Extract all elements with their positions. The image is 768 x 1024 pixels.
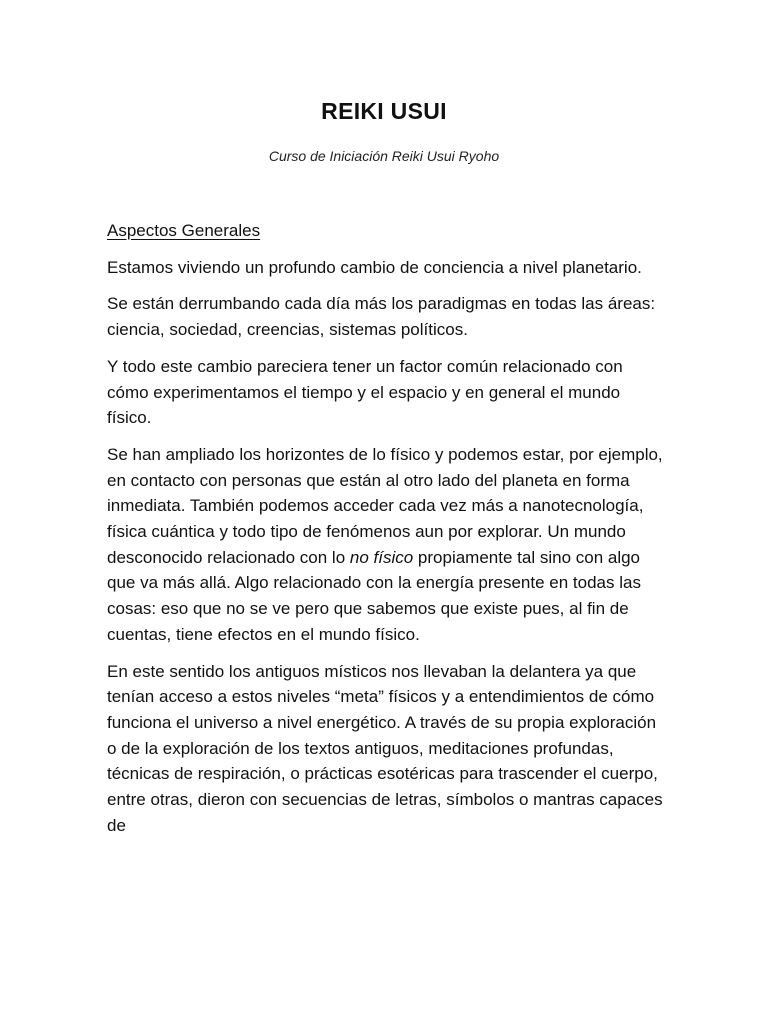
paragraph-5: En este sentido los antiguos místicos nos llevaban la delantera ya que tenían acceso a estos niveles “meta” físicos y a entendimientos de cómo funciona el universo a nivel energético. A través de su propia exploración o de la exploración de los textos antiguos, meditaciones profundas, técnicas de respiración, o prácticas esotéricas para trascender el cuerpo, entre otras, dieron con secuencias de letras, símbolos o mantras capaces de <box>107 661 663 835</box>
paragraph-4-text-start: Se han ampliado los horizontes de lo físico y podemos estar, por ejemplo, en contacto con personas que están al otro lado del planeta en forma inmediata. También podemos acceder cada vez más a nanotecnología, física cuántica y todo tipo de fenómenos aun por explorar. Un mundo desconocido relacionado con lo <box>107 444 663 567</box>
paragraph-4-text-end: propiamente tal sino con algo que va más allá. Algo relacionado con la energía presente en todas las cosas: eso que no se ve pero que sabemos que existe pues, al fin de cuentas, tiene efectos en el mundo físico. <box>107 547 641 644</box>
section-heading: Aspectos Generales <box>107 221 261 240</box>
paragraph-2: Se están derrumbando cada día más los paradigmas en todas las áreas: ciencia, sociedad, creencias, sistemas políticos. <box>107 294 656 340</box>
document-body <box>107 218 667 849</box>
paragraph-3: Y todo este cambio pareciera tener un factor común relacionado con cómo experimentamos el tiempo y el espacio y en general el mundo físico. <box>107 356 623 428</box>
paragraph-1: Estamos viviendo un profundo cambio de conciencia a nivel planetario. <box>107 257 642 277</box>
paragraph-4-emphasis: no físico <box>349 547 414 567</box>
paragraph-4 <box>107 442 667 648</box>
page-subtitle: Curso de Iniciación Reiki Usui Ryoho <box>268 148 500 164</box>
page-title: REIKI USUI <box>321 98 447 124</box>
